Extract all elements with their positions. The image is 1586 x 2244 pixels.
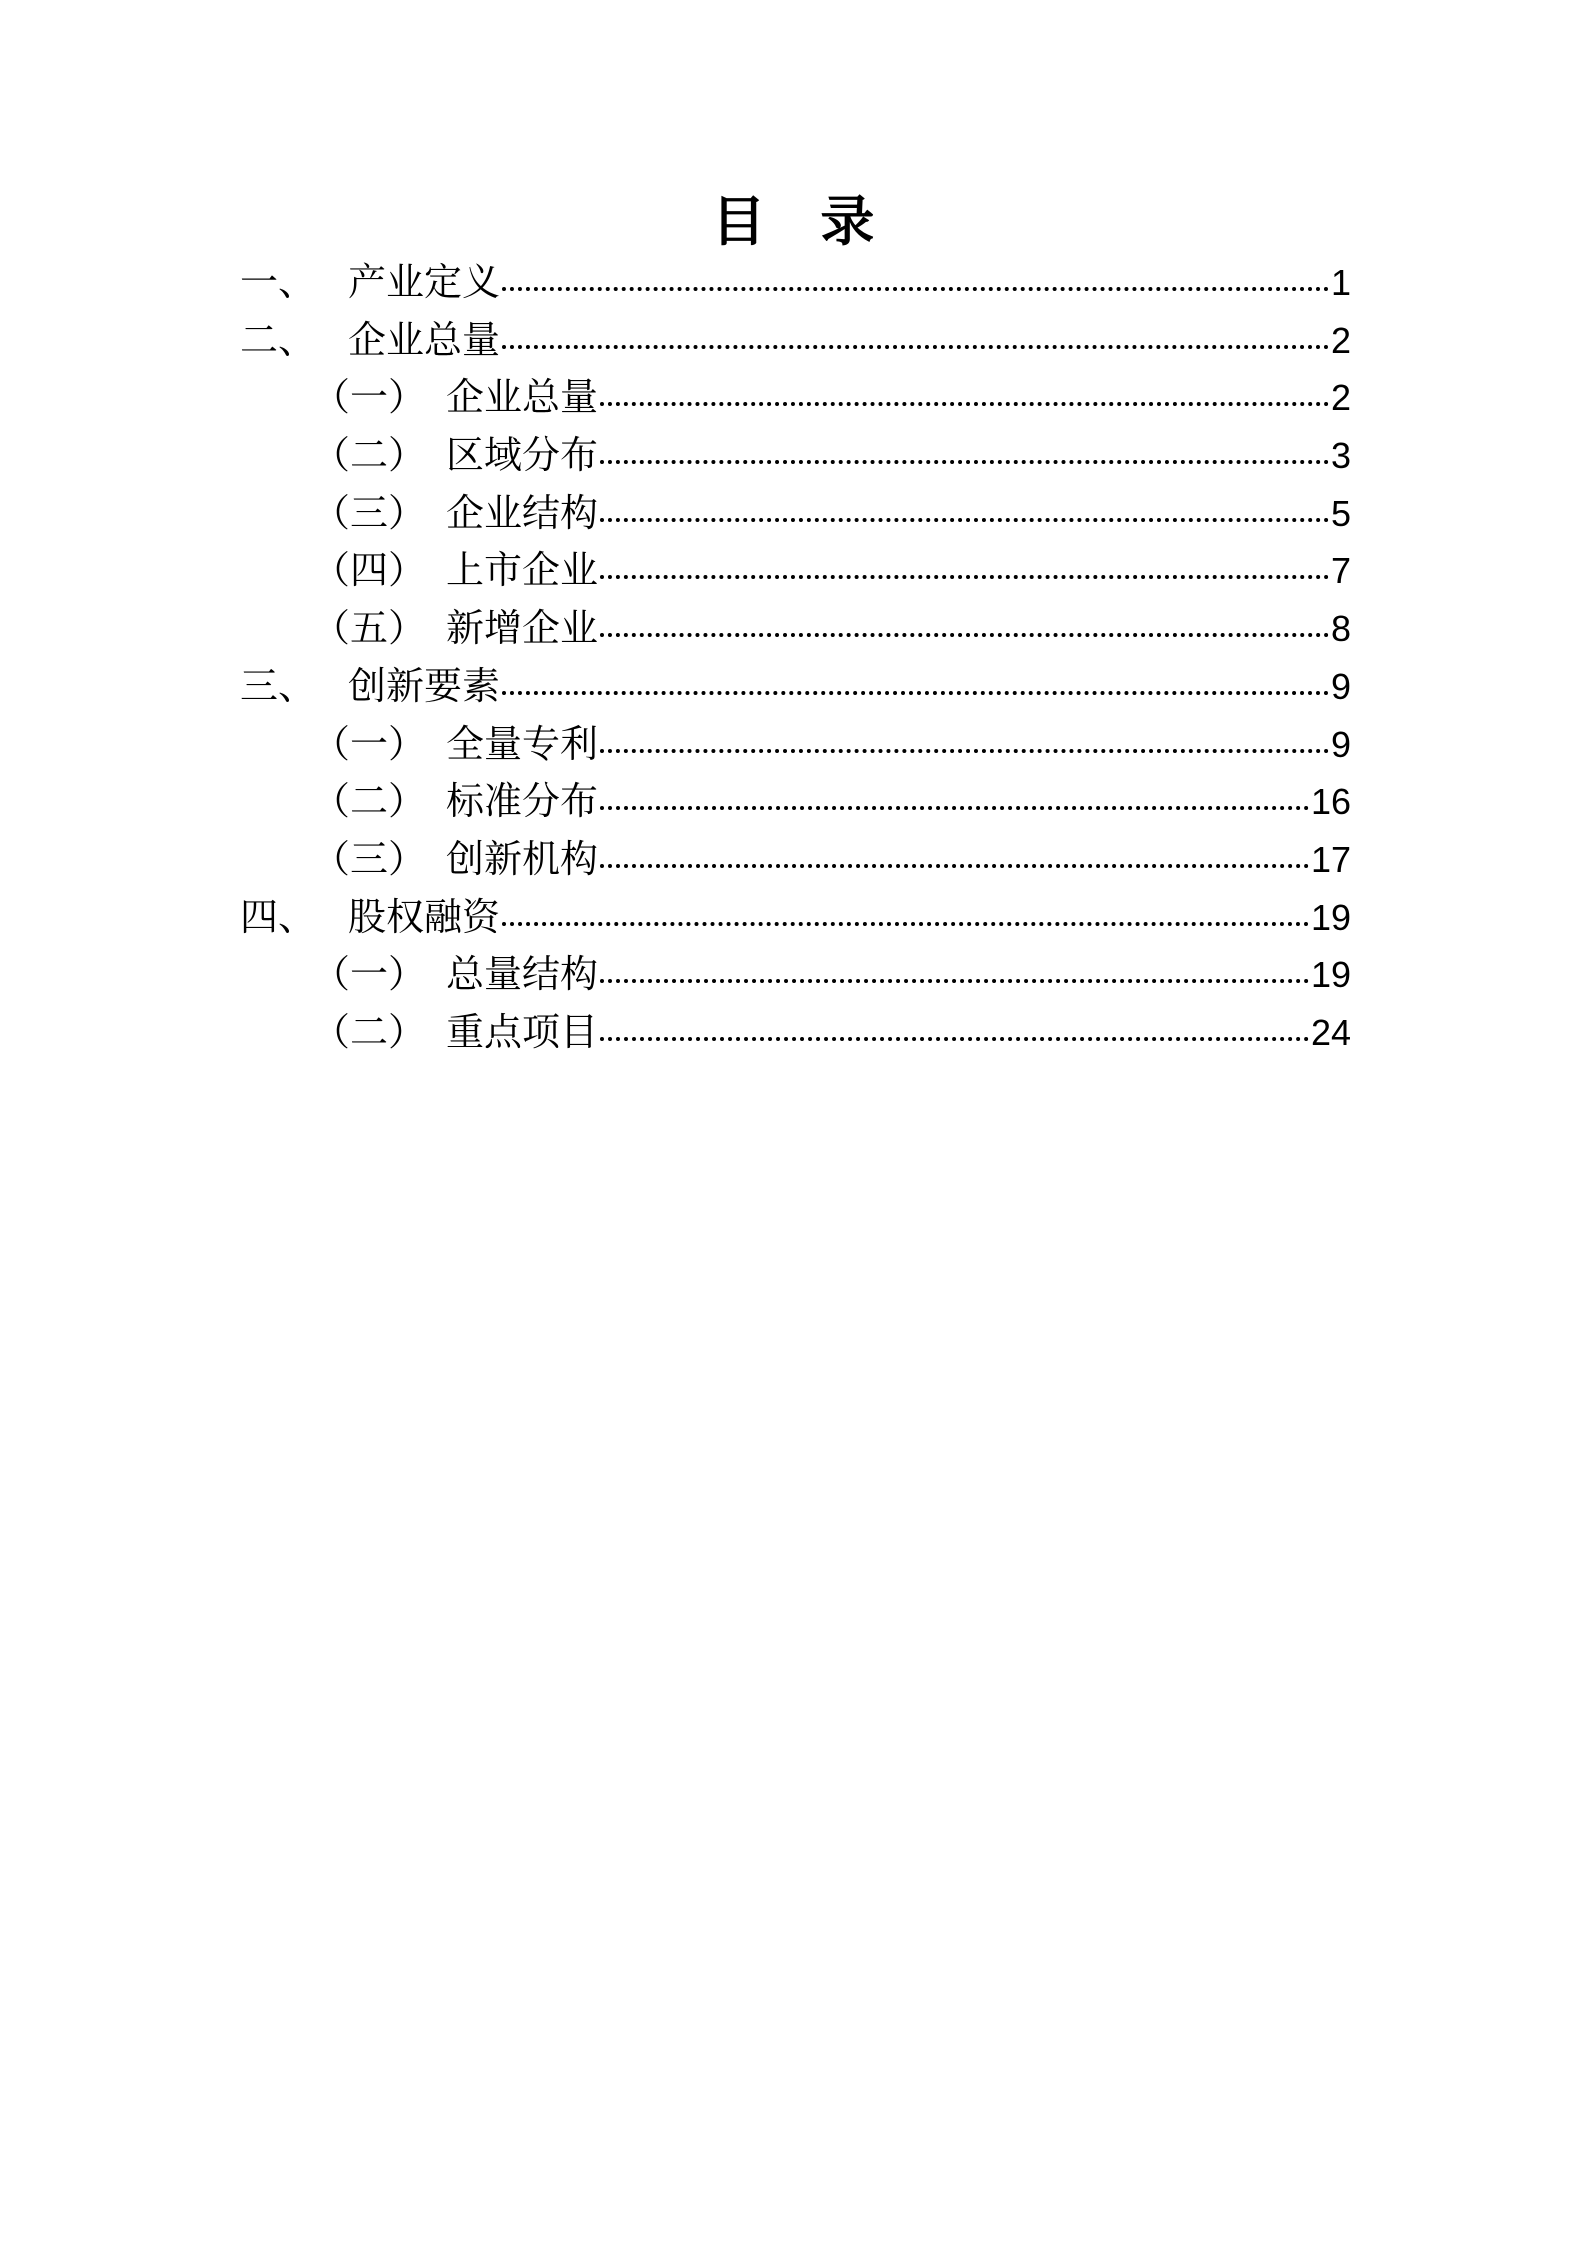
toc-entry-number: （二） (312, 1009, 427, 1054)
toc-entry-page: 16 (1310, 781, 1351, 823)
toc-entry[interactable] (240, 831, 1351, 889)
toc-entry[interactable] (240, 312, 1351, 370)
toc-entry-number: 二、 (240, 317, 317, 362)
toc-dot-leader (502, 691, 1329, 695)
toc-entry-text: 创新机构 (446, 836, 599, 881)
toc-entry-number: （一） (312, 952, 427, 997)
toc-entry-text: 总量结构 (446, 952, 599, 997)
toc-entry-number: （二） (312, 779, 427, 824)
toc-entry-text: 股权融资 (348, 894, 501, 939)
toc-entry[interactable] (240, 485, 1351, 543)
toc-entry-number: （一） (312, 375, 427, 420)
toc-entry-text: 产业定义 (348, 260, 501, 304)
toc-dot-leader (600, 460, 1329, 464)
toc-entry-page: 24 (1310, 1011, 1351, 1053)
toc-entry-text: 全量专利 (446, 721, 599, 766)
toc-dot-leader (600, 402, 1329, 406)
toc-entry-page: 5 (1330, 492, 1351, 534)
toc-dot-leader (502, 287, 1329, 291)
toc-entry[interactable] (240, 946, 1351, 1004)
toc-dot-leader (600, 749, 1329, 753)
toc-entry[interactable] (240, 542, 1351, 600)
toc-dot-leader (600, 518, 1329, 522)
toc-entry-number: （四） (312, 548, 427, 593)
toc-entry[interactable] (240, 716, 1351, 774)
toc-entry-number: 四、 (240, 894, 317, 939)
toc-dot-leader (600, 864, 1309, 868)
toc-dot-leader (502, 922, 1309, 926)
toc-entry-page: 19 (1310, 896, 1351, 938)
toc-entry-page: 2 (1330, 377, 1351, 419)
toc-entry-number: （三） (312, 836, 427, 881)
toc-list (240, 254, 1351, 1062)
toc-entry-text: 新增企业 (446, 606, 599, 651)
toc-entry-text: 企业结构 (446, 490, 599, 535)
toc-entry-page: 19 (1310, 954, 1351, 996)
toc-entry[interactable] (240, 427, 1351, 485)
toc-dot-leader (600, 806, 1309, 810)
toc-entry-page: 8 (1330, 608, 1351, 650)
toc-dot-leader (600, 1037, 1309, 1041)
toc-entry[interactable] (240, 773, 1351, 831)
toc-entry-text: 标准分布 (446, 779, 599, 824)
toc-entry-page: 1 (1330, 262, 1351, 303)
toc-entry[interactable] (240, 600, 1351, 658)
toc-entry-text: 创新要素 (348, 663, 501, 708)
toc-entry-number: （二） (312, 433, 427, 478)
toc-entry[interactable] (240, 658, 1351, 716)
toc-entry[interactable] (240, 254, 1351, 312)
toc-dot-leader (600, 979, 1309, 983)
toc-entry-number: （三） (312, 490, 427, 535)
toc-entry[interactable] (240, 1004, 1351, 1062)
toc-dot-leader (600, 575, 1329, 579)
toc-entry-number: 三、 (240, 663, 317, 708)
toc-title: 目 录 (711, 190, 893, 253)
toc-dot-leader (600, 633, 1329, 637)
toc-entry-number: 一、 (240, 260, 317, 304)
toc-entry-page: 3 (1330, 435, 1351, 477)
toc-entry[interactable] (240, 369, 1351, 427)
toc-entry-text: 重点项目 (446, 1009, 599, 1054)
toc-entry-number: （一） (312, 721, 427, 766)
toc-entry-page: 7 (1330, 550, 1351, 592)
toc-entry-text: 企业总量 (348, 317, 501, 362)
toc-entry-page: 9 (1330, 723, 1351, 765)
toc-entry-text: 上市企业 (446, 548, 599, 593)
toc-dot-leader (502, 345, 1329, 349)
toc-entry[interactable] (240, 889, 1351, 947)
toc-entry-text: 区域分布 (446, 433, 599, 478)
toc-entry-number: （五） (312, 606, 427, 651)
toc-entry-page: 9 (1330, 665, 1351, 707)
toc-entry-text: 企业总量 (446, 375, 599, 420)
toc-entry-page: 2 (1330, 319, 1351, 361)
toc-entry-page: 17 (1310, 838, 1351, 880)
